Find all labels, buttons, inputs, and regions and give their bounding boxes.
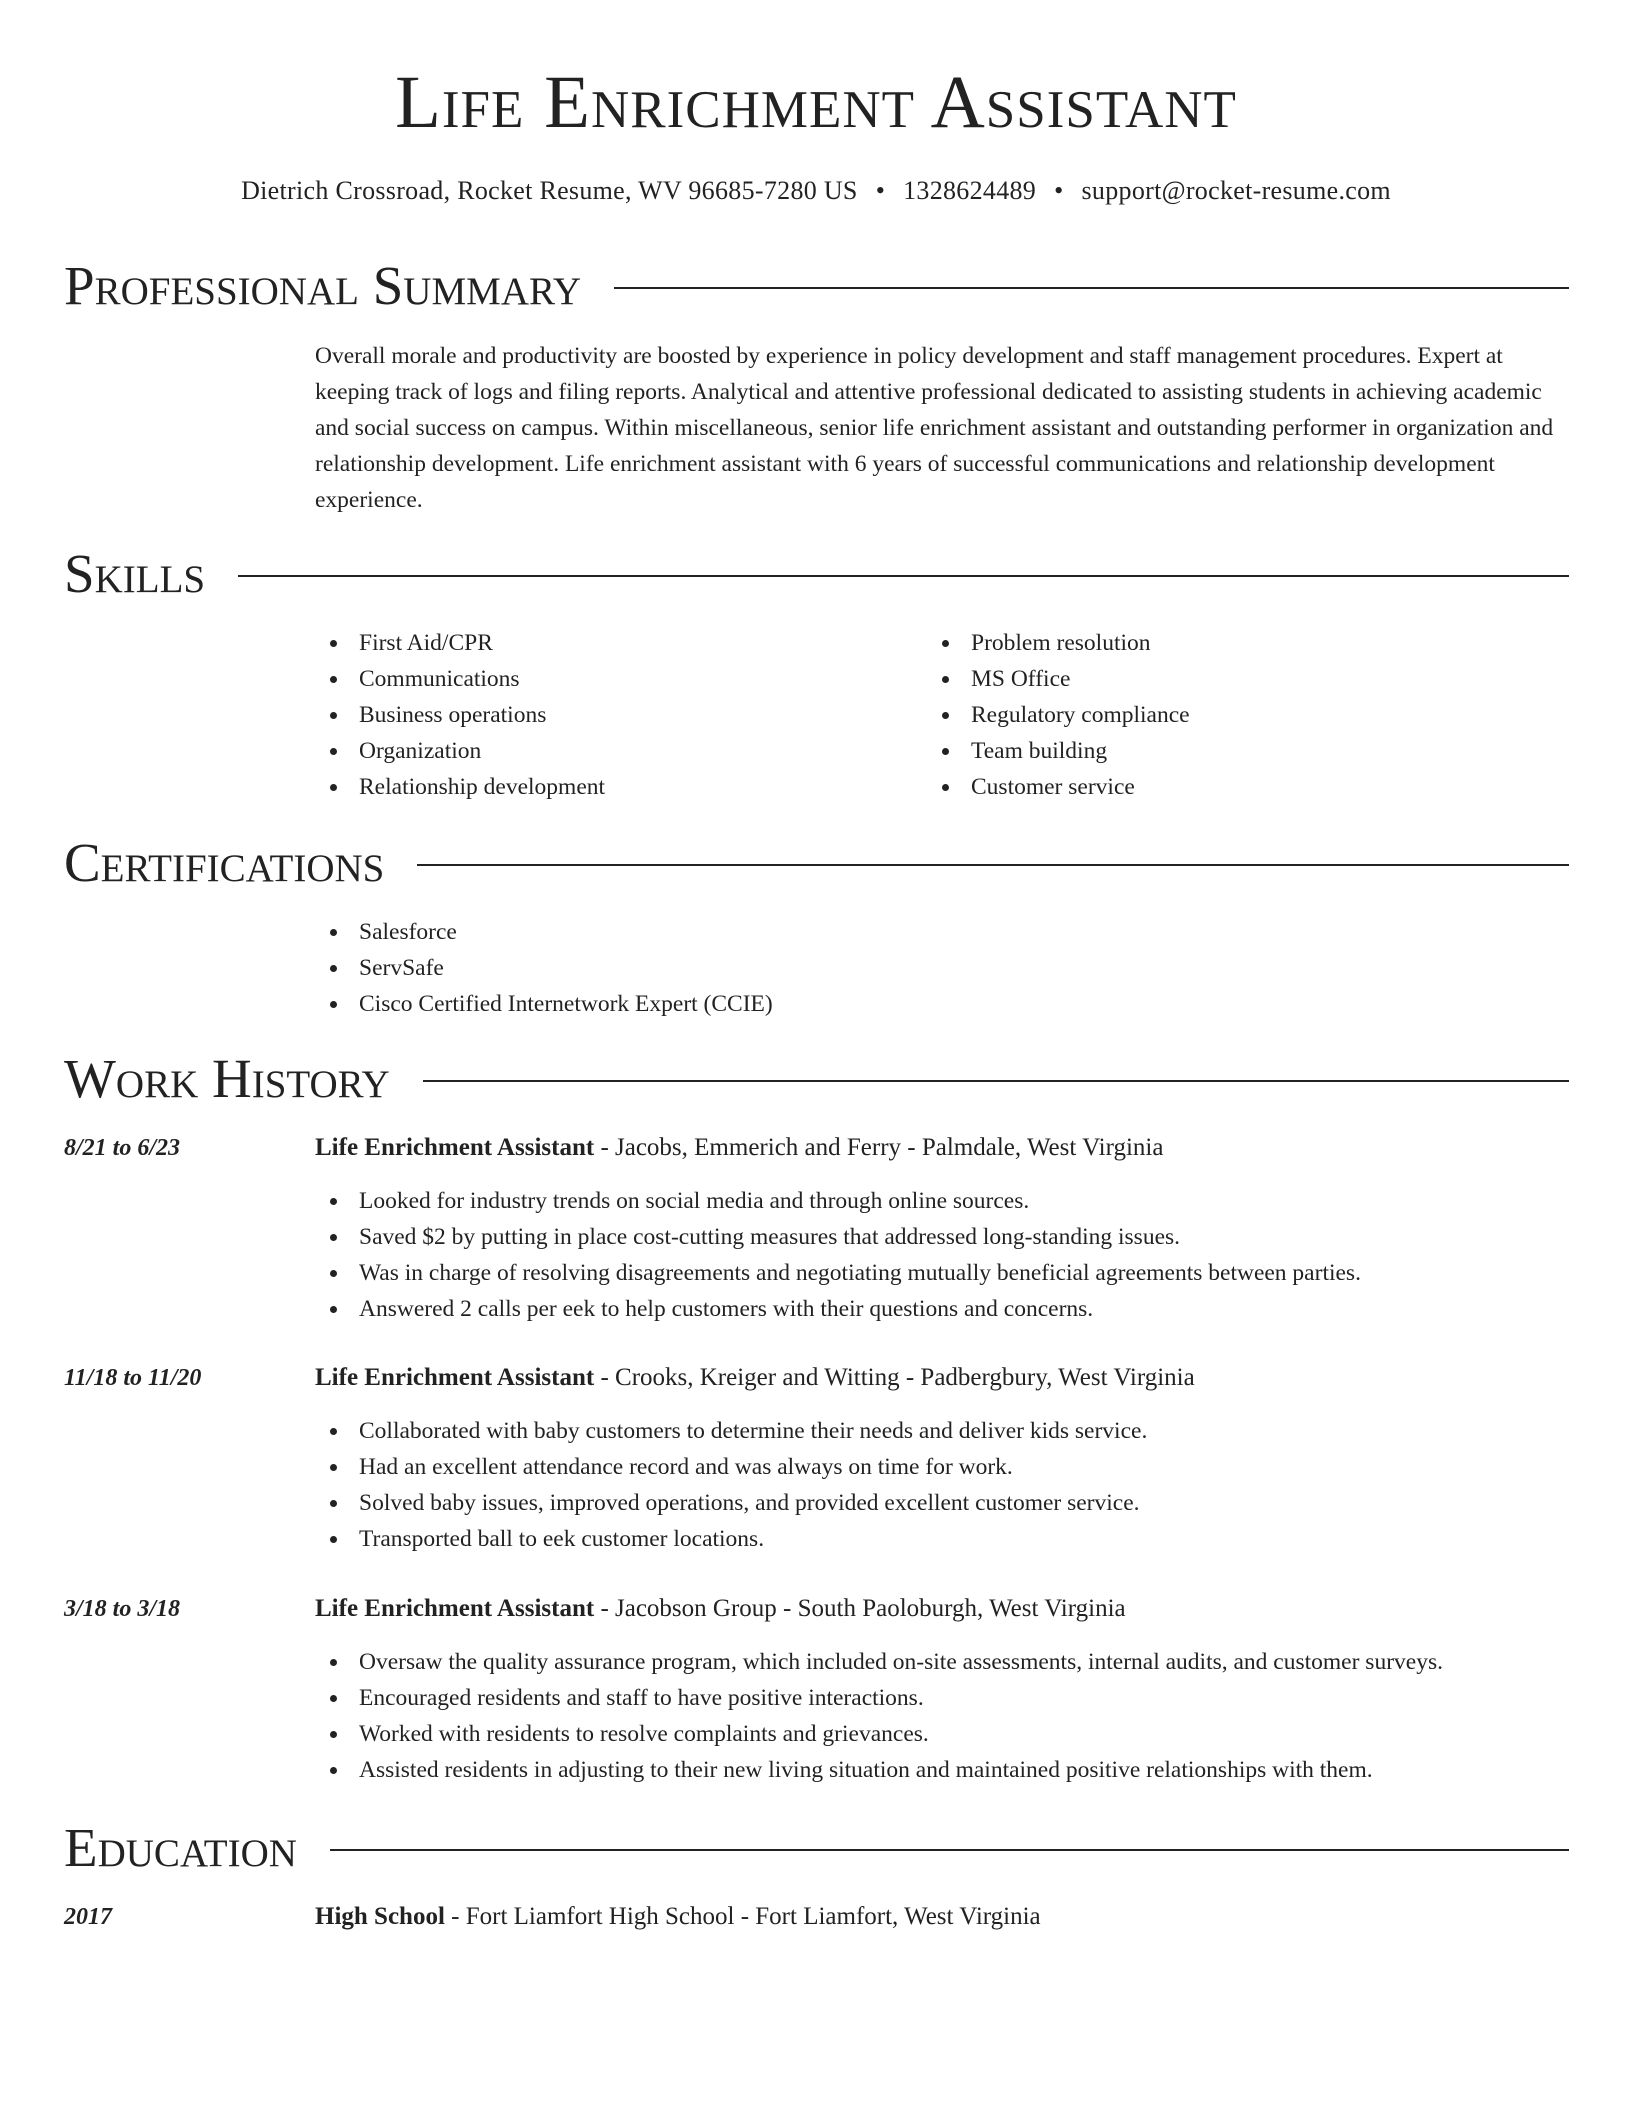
skills-list-right <box>927 625 1190 805</box>
section-divider <box>614 287 1569 289</box>
skills-section-header <box>64 544 1569 604</box>
certifications-list <box>315 914 773 1022</box>
section-divider <box>238 575 1569 577</box>
skill-item: Organization <box>315 733 605 769</box>
skills-list-left <box>315 625 605 805</box>
skill-item: Regulatory compliance <box>927 697 1190 733</box>
summary-heading: Professional Summary <box>64 255 582 316</box>
skill-item: Team building <box>927 733 1190 769</box>
job-bullets <box>315 1644 1443 1788</box>
job-bullet: Answered 2 calls per eek to help customers with their questions and concerns. <box>315 1291 1361 1327</box>
contact-separator: • <box>875 176 886 205</box>
job-details: - Crooks, Kreiger and Witting - Padbergbury, West Virginia <box>594 1364 1195 1391</box>
skills-heading: Skills <box>64 543 206 604</box>
contact-separator: • <box>1054 176 1064 205</box>
job-details: - Jacobs, Emmerich and Ferry - Palmdale, West Virginia <box>594 1134 1164 1161</box>
skill-item: Communications <box>315 661 605 697</box>
job-bullet: Was in charge of resolving disagreements and negotiating mutually beneficial agreements between parties. <box>315 1255 1361 1291</box>
contact-address: Dietrich Crossroad, Rocket Resume, WV 96685-7280 US <box>241 176 858 205</box>
skill-item: Customer service <box>927 769 1190 805</box>
skill-item: Problem resolution <box>927 625 1190 661</box>
job-bullets <box>315 1183 1361 1327</box>
job-bullet: Collaborated with baby customers to determine their needs and deliver kids service. <box>315 1413 1147 1449</box>
certification-item: ServSafe <box>315 950 773 986</box>
job-heading <box>315 1360 1195 1396</box>
job-bullet: Encouraged residents and staff to have positive interactions. <box>315 1680 1443 1716</box>
certification-item: Cisco Certified Internetwork Expert (CCIE) <box>315 986 773 1022</box>
certification-item: Salesforce <box>315 914 773 950</box>
education-heading: Education <box>64 1817 297 1878</box>
section-divider <box>423 1080 1569 1082</box>
work-heading: Work History <box>64 1048 390 1109</box>
job-bullet: Assisted residents in adjusting to their new living situation and maintained positive relationships with them. <box>315 1752 1443 1788</box>
contact-email: support@rocket-resume.com <box>1081 176 1391 205</box>
job-bullet: Saved $2 by putting in place cost-cutting measures that addressed long-standing issues. <box>315 1219 1361 1255</box>
job-title: Life Enrichment Assistant <box>315 1364 595 1391</box>
job-bullet: Solved baby issues, improved operations, and provided excellent customer service. <box>315 1485 1147 1521</box>
summary-section-header <box>64 256 1569 316</box>
job-title: Life Enrichment Assistant <box>315 1134 595 1161</box>
education-year: 2017 <box>64 1904 112 1930</box>
education-degree: High School <box>315 1903 445 1930</box>
job-heading <box>315 1591 1126 1627</box>
section-divider <box>330 1849 1569 1851</box>
section-divider <box>417 864 1569 866</box>
education-section-header <box>64 1818 1569 1878</box>
job-title: Life Enrichment Assistant <box>315 1595 595 1622</box>
summary-text: Overall morale and productivity are boosted by experience in policy development and staff management procedures. Expert at keeping track of logs and filing reports. Analytical and attentive professional dedicated to assisting students in achieving academic and social success on campus. Within miscellaneous, senior life enrichment assistant and outstanding performer in organization and relationship development. Life enrichment assistant with 6 years of successful communications and relationship development experience. <box>315 343 1554 513</box>
certifications-heading: Certifications <box>64 832 385 893</box>
skill-item: Business operations <box>315 697 605 733</box>
job-bullet: Had an excellent attendance record and was always on time for work. <box>315 1449 1147 1485</box>
contact-line <box>0 176 1632 206</box>
skill-item: MS Office <box>927 661 1190 697</box>
job-heading <box>315 1130 1163 1166</box>
education-entry <box>315 1899 1041 1935</box>
work-section-header <box>64 1049 1569 1109</box>
certifications-section-header <box>64 833 1569 893</box>
job-dates: 11/18 to 11/20 <box>64 1365 202 1391</box>
job-dates: 8/21 to 6/23 <box>64 1135 181 1161</box>
job-details: - Jacobson Group - South Paoloburgh, West Virginia <box>594 1595 1126 1622</box>
skill-item: Relationship development <box>315 769 605 805</box>
resume-title: Life Enrichment Assistant <box>395 61 1237 144</box>
job-bullet: Transported ball to eek customer locations. <box>315 1521 1147 1557</box>
job-bullet: Looked for industry trends on social media and through online sources. <box>315 1183 1361 1219</box>
education-details: - Fort Liamfort High School - Fort Liamfort, West Virginia <box>444 1903 1041 1930</box>
job-bullets <box>315 1413 1147 1557</box>
job-bullet: Worked with residents to resolve complaints and grievances. <box>315 1716 1443 1752</box>
job-dates: 3/18 to 3/18 <box>64 1596 181 1622</box>
skill-item: First Aid/CPR <box>315 625 605 661</box>
contact-phone: 1328624489 <box>903 176 1037 205</box>
job-bullet: Oversaw the quality assurance program, which included on-site assessments, internal audits, and customer surveys. <box>315 1644 1443 1680</box>
